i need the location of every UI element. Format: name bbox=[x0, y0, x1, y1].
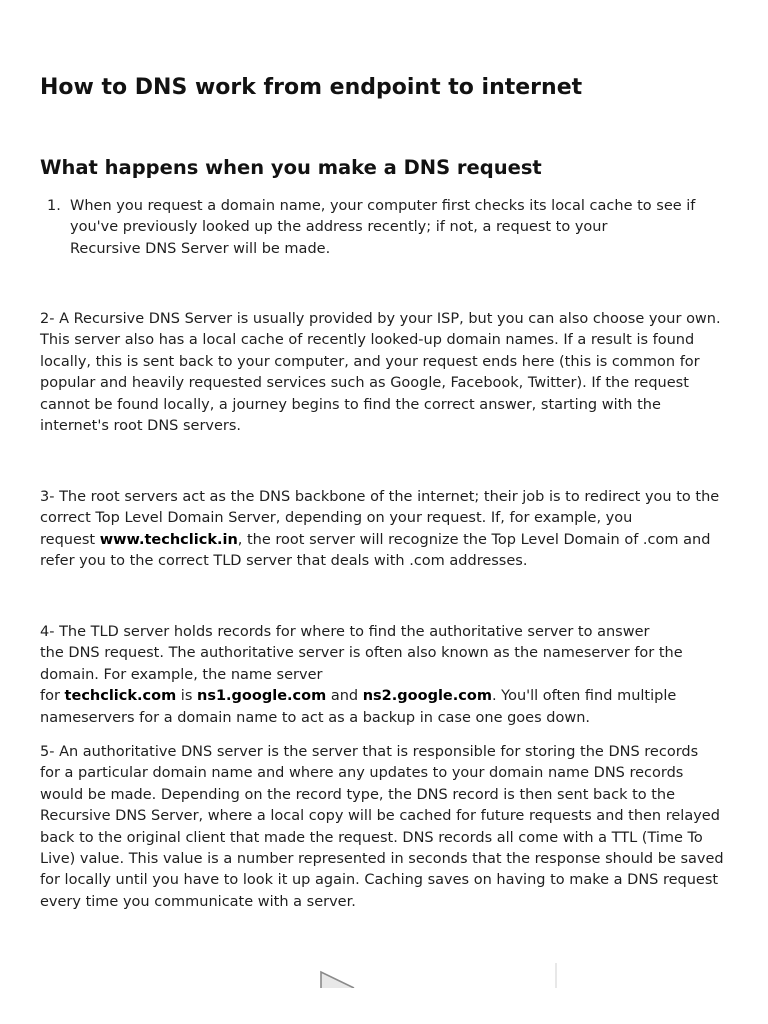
paragraph-line: back to the original client that made the request. DNS records all come with a TTL (Time To bbox=[40, 829, 703, 846]
paragraph-line: every time you communicate with a server. bbox=[40, 893, 356, 910]
paragraph-line: 3- The root servers act as the DNS backbone of the internet; their job is to redirect you to the bbox=[40, 489, 720, 505]
list-item-line: When you request a domain name, your computer first checks its local cache to see if bbox=[70, 198, 696, 214]
paragraph-line: popular and heavily requested services such as Google, Facebook, Twitter). If the request bbox=[40, 375, 689, 392]
ordered-list bbox=[47, 196, 695, 260]
paragraph-line: for a particular domain name and where any updates to your domain name DNS records bbox=[40, 765, 684, 782]
paragraph-step-4 bbox=[40, 622, 683, 729]
paragraph-line: nameservers for a domain name to act as a backup in case one goes down. bbox=[40, 709, 591, 726]
paragraph-text: for bbox=[40, 688, 65, 705]
paragraph-text: is bbox=[176, 688, 197, 705]
list-item bbox=[47, 196, 695, 260]
list-marker: 1. bbox=[47, 198, 61, 214]
paragraph-line: 4- The TLD server holds records for where to find the authoritative server to answer bbox=[40, 624, 650, 640]
bold-domain-text: www.techclick.in bbox=[99, 531, 238, 548]
paragraph-line: 2- A Recursive DNS Server is usually provided by your ISP, but you can also choose your own. bbox=[40, 311, 721, 327]
figure-image bbox=[40, 955, 726, 988]
paragraph-text: request bbox=[40, 531, 100, 548]
paragraph-step-2 bbox=[40, 309, 721, 437]
page-title: How to DNS work from endpoint to internet bbox=[40, 75, 583, 100]
paragraph-line: for locally until you have to look it up again. Caching saves on having to make a DNS request bbox=[40, 872, 719, 889]
list-item-line: you've previously looked up the address recently; if not, a request to your bbox=[70, 219, 608, 236]
bold-domain-text: techclick.com bbox=[64, 688, 177, 705]
paragraph-step-5 bbox=[40, 742, 724, 913]
paragraph-line: Recursive DNS Server, where a local copy will be cached for future requests and then relayed bbox=[40, 808, 720, 825]
paragraph-line: locally, this is sent back to your computer, and your request ends here (this is common for bbox=[40, 353, 700, 370]
list-item-line: Recursive DNS Server will be made. bbox=[70, 240, 331, 257]
paragraph-line: Live) value. This value is a number represented in seconds that the response should be saved bbox=[40, 850, 724, 867]
paragraph-text: . You'll often find multiple bbox=[491, 688, 677, 705]
paragraph-line: This server also has a local cache of recently looked-up domain names. If a result is found bbox=[40, 332, 695, 349]
bold-nameserver-text: ns1.google.com bbox=[197, 688, 327, 705]
paragraph-line: domain. For example, the name server bbox=[40, 666, 323, 683]
paragraph-line: the DNS request. The authoritative server is often also known as the nameserver for the bbox=[40, 645, 683, 662]
paragraph-line: internet's root DNS servers. bbox=[40, 417, 242, 434]
paragraph-line: cannot be found locally, a journey begins to find the correct answer, starting with the bbox=[40, 396, 661, 413]
paragraph-line: would be made. Depending on the record type, the DNS record is then sent back to the bbox=[40, 786, 676, 803]
paragraph-step-3 bbox=[40, 487, 719, 573]
paragraph-line: 5- An authoritative DNS server is the server that is responsible for storing the DNS records bbox=[40, 744, 699, 760]
paragraph-line: refer you to the correct TLD server that deals with .com addresses. bbox=[40, 553, 528, 570]
paragraph-text: , the root server will recognize the Top Level Domain of .com and bbox=[237, 531, 711, 548]
paragraph-line bbox=[40, 530, 719, 551]
figure-graphic bbox=[40, 955, 726, 988]
section-heading: What happens when you make a DNS request bbox=[40, 156, 542, 179]
bold-nameserver-text: ns2.google.com bbox=[362, 688, 492, 705]
paragraph-text: and bbox=[326, 688, 363, 705]
paragraph-line bbox=[40, 686, 683, 707]
paragraph-line: correct Top Level Domain Server, depending on your request. If, for example, you bbox=[40, 510, 633, 527]
